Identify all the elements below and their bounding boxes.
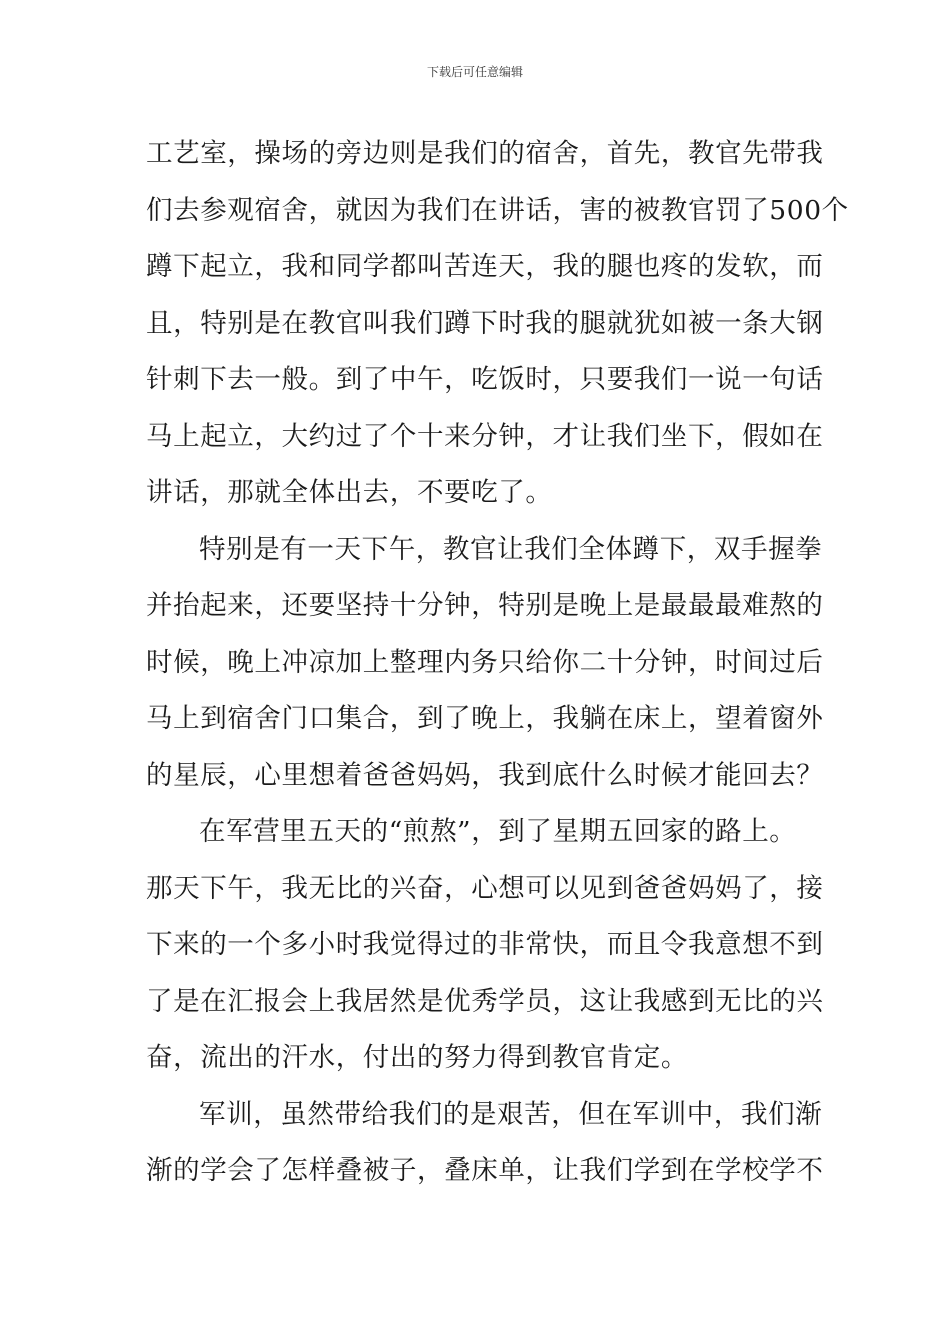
page-header: 下载后可任意编辑 xyxy=(426,65,523,79)
paragraph-3 xyxy=(146,804,824,1087)
text-line: 讲话，那就全体出去，不要吃了。 xyxy=(146,477,553,508)
text-line: 奋，流出的汗水，付出的努力得到教官肯定。 xyxy=(146,1042,688,1073)
text-line: 针刺下去一般。到了中午，吃饭时，只要我们一说一句话 xyxy=(146,364,824,395)
document-body xyxy=(146,126,849,1200)
text-line: 了是在汇报会上我居然是优秀学员，这让我感到无比的兴 xyxy=(146,985,824,1017)
text-line: 时候，晚上冲凉加上整理内务只给你二十分钟，时间过后 xyxy=(146,646,824,678)
text-line: 那天下午，我无比的兴奋，心想可以见到爸爸妈妈了，接 xyxy=(146,872,824,904)
text-line: 军训，虽然带给我们的是艰苦，但在军训中，我们渐 xyxy=(199,1098,823,1130)
text-line: 在军营里五天的“煎熬”，到了星期五回家的路上。 xyxy=(199,816,797,847)
text-line: 工艺室，操场的旁边则是我们的宿舍，首先，教官先带我 xyxy=(146,138,824,169)
text-line: 们去参观宿舍，就因为我们在讲话，害的被教官罚了500个 xyxy=(146,194,849,226)
text-line: 并抬起来，还要坚持十分钟，特别是晚上是最最最难熬的 xyxy=(146,590,824,621)
paragraph-2 xyxy=(146,522,824,805)
text-line: 下来的一个多小时我觉得过的非常快，而且令我意想不到 xyxy=(146,929,824,960)
text-line: 的星辰，心里想着爸爸妈妈，我到底什么时候才能回去？ xyxy=(146,759,824,791)
text-line: 马上起立，大约过了个十来分钟，才让我们坐下，假如在 xyxy=(146,420,824,452)
paragraph-1 xyxy=(146,126,849,522)
paragraph-4 xyxy=(146,1087,824,1200)
text-line: 且，特别是在教官叫我们蹲下时我的腿就犹如被一条大钢 xyxy=(146,307,824,339)
text-line: 马上到宿舍门口集合，到了晚上，我躺在床上，望着窗外 xyxy=(146,703,824,734)
text-line: 蹲下起立，我和同学都叫苦连天，我的腿也疼的发软，而 xyxy=(146,251,824,282)
text-line: 渐的学会了怎样叠被子，叠床单，让我们学到在学校学不 xyxy=(146,1155,824,1186)
text-line: 特别是有一天下午，教官让我们全体蹲下，双手握拳 xyxy=(199,533,823,565)
